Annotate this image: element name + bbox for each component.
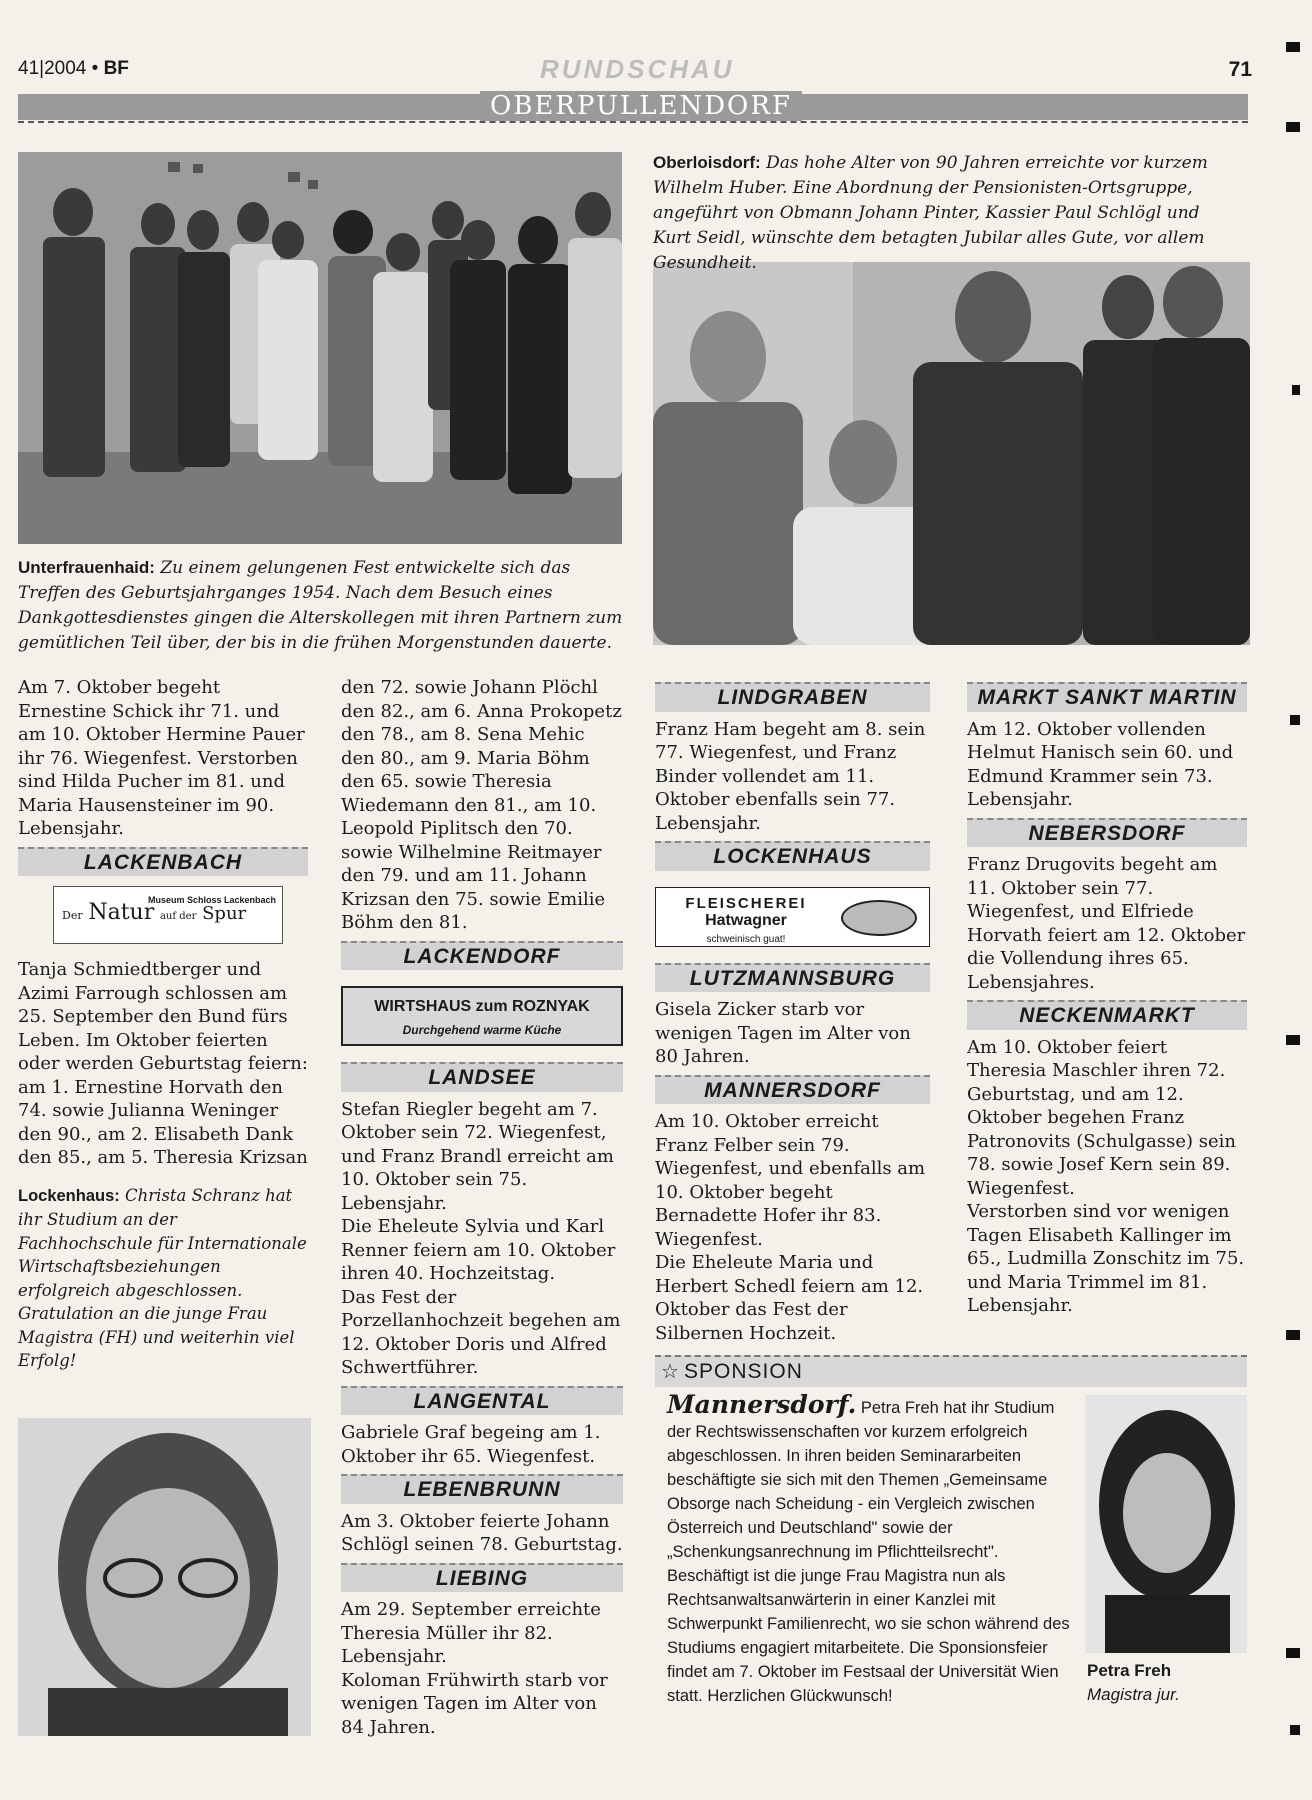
kicker-markt-sankt-martin: MARKT SANKT MARTIN xyxy=(967,682,1247,712)
kicker-lockenhaus: LOCKENHAUS xyxy=(655,841,930,871)
scan-mark xyxy=(1286,1648,1300,1658)
caption-place: Oberloisdorf: xyxy=(653,153,761,172)
header-divider xyxy=(18,121,1248,123)
ad-name: Hatwagner xyxy=(705,911,787,929)
pig-icon xyxy=(841,900,917,936)
article-text: Gabriele Graf begeing am 1. Oktober ihr 65. Wiegenfest. xyxy=(341,1422,601,1467)
article-text: Am 3. Oktober feierte Johann Schlögl seinen 78. Geburtstag. xyxy=(341,1510,623,1555)
kicker-langental: LANGENTAL xyxy=(341,1386,623,1416)
kicker-nebersdorf: NEBERSDORF xyxy=(967,818,1247,848)
ad-museum-name: Museum Schloss Lackenbach xyxy=(147,895,276,905)
ad-slogan: Der Natur auf der Spur xyxy=(62,900,247,925)
group-photo xyxy=(18,152,622,544)
scan-mark xyxy=(1286,122,1300,132)
photo-caption-title: Magistra jur. xyxy=(1087,1685,1180,1704)
issue-number: 41|2004 • BF xyxy=(18,58,129,79)
sponsion-article xyxy=(667,1390,1079,1708)
article-text: Tanja Schmiedtberger und Azimi Farrough schlossen am 25. September den Bund fürs Leben. Im Oktober feierten oder werden Geburtstag feiern: am 1. Ernestine Horvath den 74. sowie Julianna Weninger den 90., am 2. Elisabeth Dank den 85., am 5. Theresia Krizsan xyxy=(18,959,308,1168)
kicker-lackenbach: LACKENBACH xyxy=(18,847,308,877)
ad-subtitle: Durchgehend warme Küche xyxy=(402,1022,562,1037)
column-4 xyxy=(967,680,1247,1318)
lockenhaus-caption xyxy=(18,1184,308,1373)
article-text: Am 12. Oktober vollenden Helmut Hanisch sein 60. und Edmund Krammer sein 73. Lebensjahr. xyxy=(967,718,1234,810)
caption-place: Lockenhaus: xyxy=(18,1186,120,1205)
sponsion-photo xyxy=(1085,1395,1247,1653)
caption-place: Unterfrauenhaid: xyxy=(18,558,155,577)
column-2 xyxy=(341,676,623,1739)
article-text: Das Fest der Porzellanhochzeit begehen am 12. Oktober Doris und Alfred Schwertführer. xyxy=(341,1286,621,1378)
portrait-photo xyxy=(18,1418,311,1736)
scan-mark xyxy=(1286,1330,1300,1340)
wirtshaus-ad xyxy=(341,986,623,1046)
paper-name: BF xyxy=(103,58,129,79)
article-text: Am 10. Oktober erreicht Franz Felber sein 79. Wiegenfest, und ebenfalls am 10. Oktober begeht Bernadette Hofer ihr 83. Wiegenfest. xyxy=(655,1111,926,1250)
unterfrauenhaid-caption xyxy=(18,555,628,656)
ad-title: WIRTSHAUS zum ROZNYAK xyxy=(374,998,590,1015)
article-text: Am 7. Oktober begeht Ernestine Schick ihr 71. und am 10. Oktober Hermine Pauer ihr 76. Wiegenfest. Verstorben sind Hilda Pucher im 81. und Maria Hausensteiner im 90. Lebensjahr. xyxy=(18,677,305,839)
scan-mark xyxy=(1290,715,1300,725)
fleischerei-ad xyxy=(655,887,930,947)
ad-slogan: schweinisch guat! xyxy=(706,933,786,945)
kicker-landsee: LANDSEE xyxy=(341,1062,623,1092)
article-text: den 72. sowie Johann Plöchl den 82., am 6. Anna Prokopetz den 78., am 8. Sena Mehic den 80., am 9. Maria Böhm den 65. sowie Theresia Wiedemann den 81., am 10. Leopold Piplitsch den 70. sowie Wilhelmine Reitmayer den 79. und am 11. Johann Krizsan den 75. sowie Emilie Böhm den 81. xyxy=(341,677,622,933)
sponsion-title: SPONSION xyxy=(684,1360,803,1383)
kicker-lebenbrunn: LEBENBRUNN xyxy=(341,1474,623,1504)
article-text: Franz Drugovits begeht am 11. Oktober sein 77. Wiegenfest, und Elfriede Horvath feiert am 12. Oktober die Vollendung ihres 65. Lebensjahres. xyxy=(967,854,1246,993)
kicker-liebing: LIEBING xyxy=(341,1563,623,1593)
kicker-neckenmarkt: NECKENMARKT xyxy=(967,1000,1247,1030)
article-text: Gisela Zicker starb vor wenigen Tagen im Alter von 80 Jahren. xyxy=(655,999,911,1067)
region-title: OBERPULLENDORF xyxy=(480,91,802,121)
article-text: Die Eheleute Maria und Herbert Schedl feiern am 12. Oktober das Fest der Silbernen Hochzeit. xyxy=(655,1252,924,1344)
oberloisdorf-photo xyxy=(653,262,1250,645)
scan-mark xyxy=(1286,1035,1300,1045)
article-text: Am 29. September erreichte Theresia Müller ihr 82. Lebensjahr. xyxy=(341,1599,601,1667)
star-icon: ☆ xyxy=(661,1359,679,1383)
caption-text: Zu einem gelungenen Fest entwickelte sich das Treffen des Geburtsjahrganges 1954. Nach dem Besuch eines Dankgottesdienstes gingen die Alterskollegen mit ihren Partnern zum gemütlichen Teil über, der bis in die frühen Morgenstunden dauerte. xyxy=(18,558,623,653)
kicker-lindgraben: LINDGRABEN xyxy=(655,682,930,712)
photo-caption-name: Petra Freh xyxy=(1087,1661,1172,1680)
caption-text: Das hohe Alter von 90 Jahren erreichte vor kurzem Wilhelm Huber. Eine Abordnung der Pensionisten-Ortsgruppe, angeführt von Obmann Johann Pinter, Kassier Paul Schlögl und Kurt Seidl, wünschte dem betagten Jubilar alles Gute, vor allem Gesundheit. xyxy=(653,153,1208,273)
museum-ad xyxy=(53,886,283,944)
section-name: RUNDSCHAU xyxy=(540,54,735,84)
caption-text: Christa Schranz hat ihr Studium an der Fachhochschule für Internationale Wirtschaftsbeziehungen erfolgreich abgeschlossen. Gratulation an die junge Frau Magistra (FH) und weiterhin viel Erfolg! xyxy=(18,1185,307,1370)
page-number: 71 xyxy=(1228,58,1252,81)
column-3 xyxy=(655,680,930,1345)
sponsion-text: Petra Freh hat ihr Studium der Rechtswissenschaften vor kurzem erfolgreich abgeschlossen. In ihren beiden Seminararbeiten beschäftigte sie sich mit den Themen „Gemeinsame Obsorge nach Scheidung - ein Vergleich zwischen Österreich und Deutschland" sowie der „Schenkungsanrechnung im Pflichtteilsrecht". Beschäftigt ist die junge Frau Magistra nun als Rechtsanwaltsanwärterin in einer Kanzlei mit Schwerpunkt Familienrecht, wo sie schon während des Studiums engagiert mitarbeitete. Die Sponsionsfeier findet am 7. Oktober im Festsaal der Universität Wien statt. Herzlichen Glückwunsch! xyxy=(667,1399,1070,1705)
article-text: Koloman Frühwirth starb vor wenigen Tagen im Alter von 84 Jahren. xyxy=(341,1669,608,1738)
oberloisdorf-caption xyxy=(653,150,1243,276)
article-text: Stefan Riegler begeht am 7. Oktober sein 72. Wiegenfest, und Franz Brandl erreicht am 10. Oktober sein 75. Lebensjahr. xyxy=(341,1098,614,1214)
article-text: Verstorben sind vor wenigen Tagen Elisabeth Kallinger im 65., Ludmilla Zonschitz im 75. und Maria Trimmel im 81. Lebensjahr. xyxy=(967,1201,1245,1316)
column-1 xyxy=(18,676,308,1373)
kicker-mannersdorf: MANNERSDORF xyxy=(655,1075,930,1105)
sponsion-box xyxy=(655,1355,1247,1745)
article-text: Die Eheleute Sylvia und Karl Renner feiern am 10. Oktober ihren 40. Hochzeitstag. xyxy=(341,1216,616,1284)
kicker-lutzmannsburg: LUTZMANNSBURG xyxy=(655,963,930,993)
kicker-lackendorf: LACKENDORF xyxy=(341,941,623,971)
sponsion-header xyxy=(655,1355,1247,1387)
scan-mark xyxy=(1292,385,1300,395)
article-text: Am 10. Oktober feiert Theresia Maschler ihren 72. Geburtstag, und am 12. Oktober begehen Franz Patronovits (Schulgasse) sein 78. sowie Josef Kern sein 89. Wiegenfest. xyxy=(967,1036,1236,1199)
scan-mark xyxy=(1290,1725,1300,1735)
ad-title: FLEISCHEREI xyxy=(685,894,807,912)
sponsion-place: Mannersdorf. xyxy=(667,1390,857,1419)
article-text: Franz Ham begeht am 8. sein 77. Wiegenfest, und Franz Binder vollendet am 11. Oktober ebenfalls sein 77. Lebensjahr. xyxy=(655,718,926,834)
scan-mark xyxy=(1286,42,1300,52)
